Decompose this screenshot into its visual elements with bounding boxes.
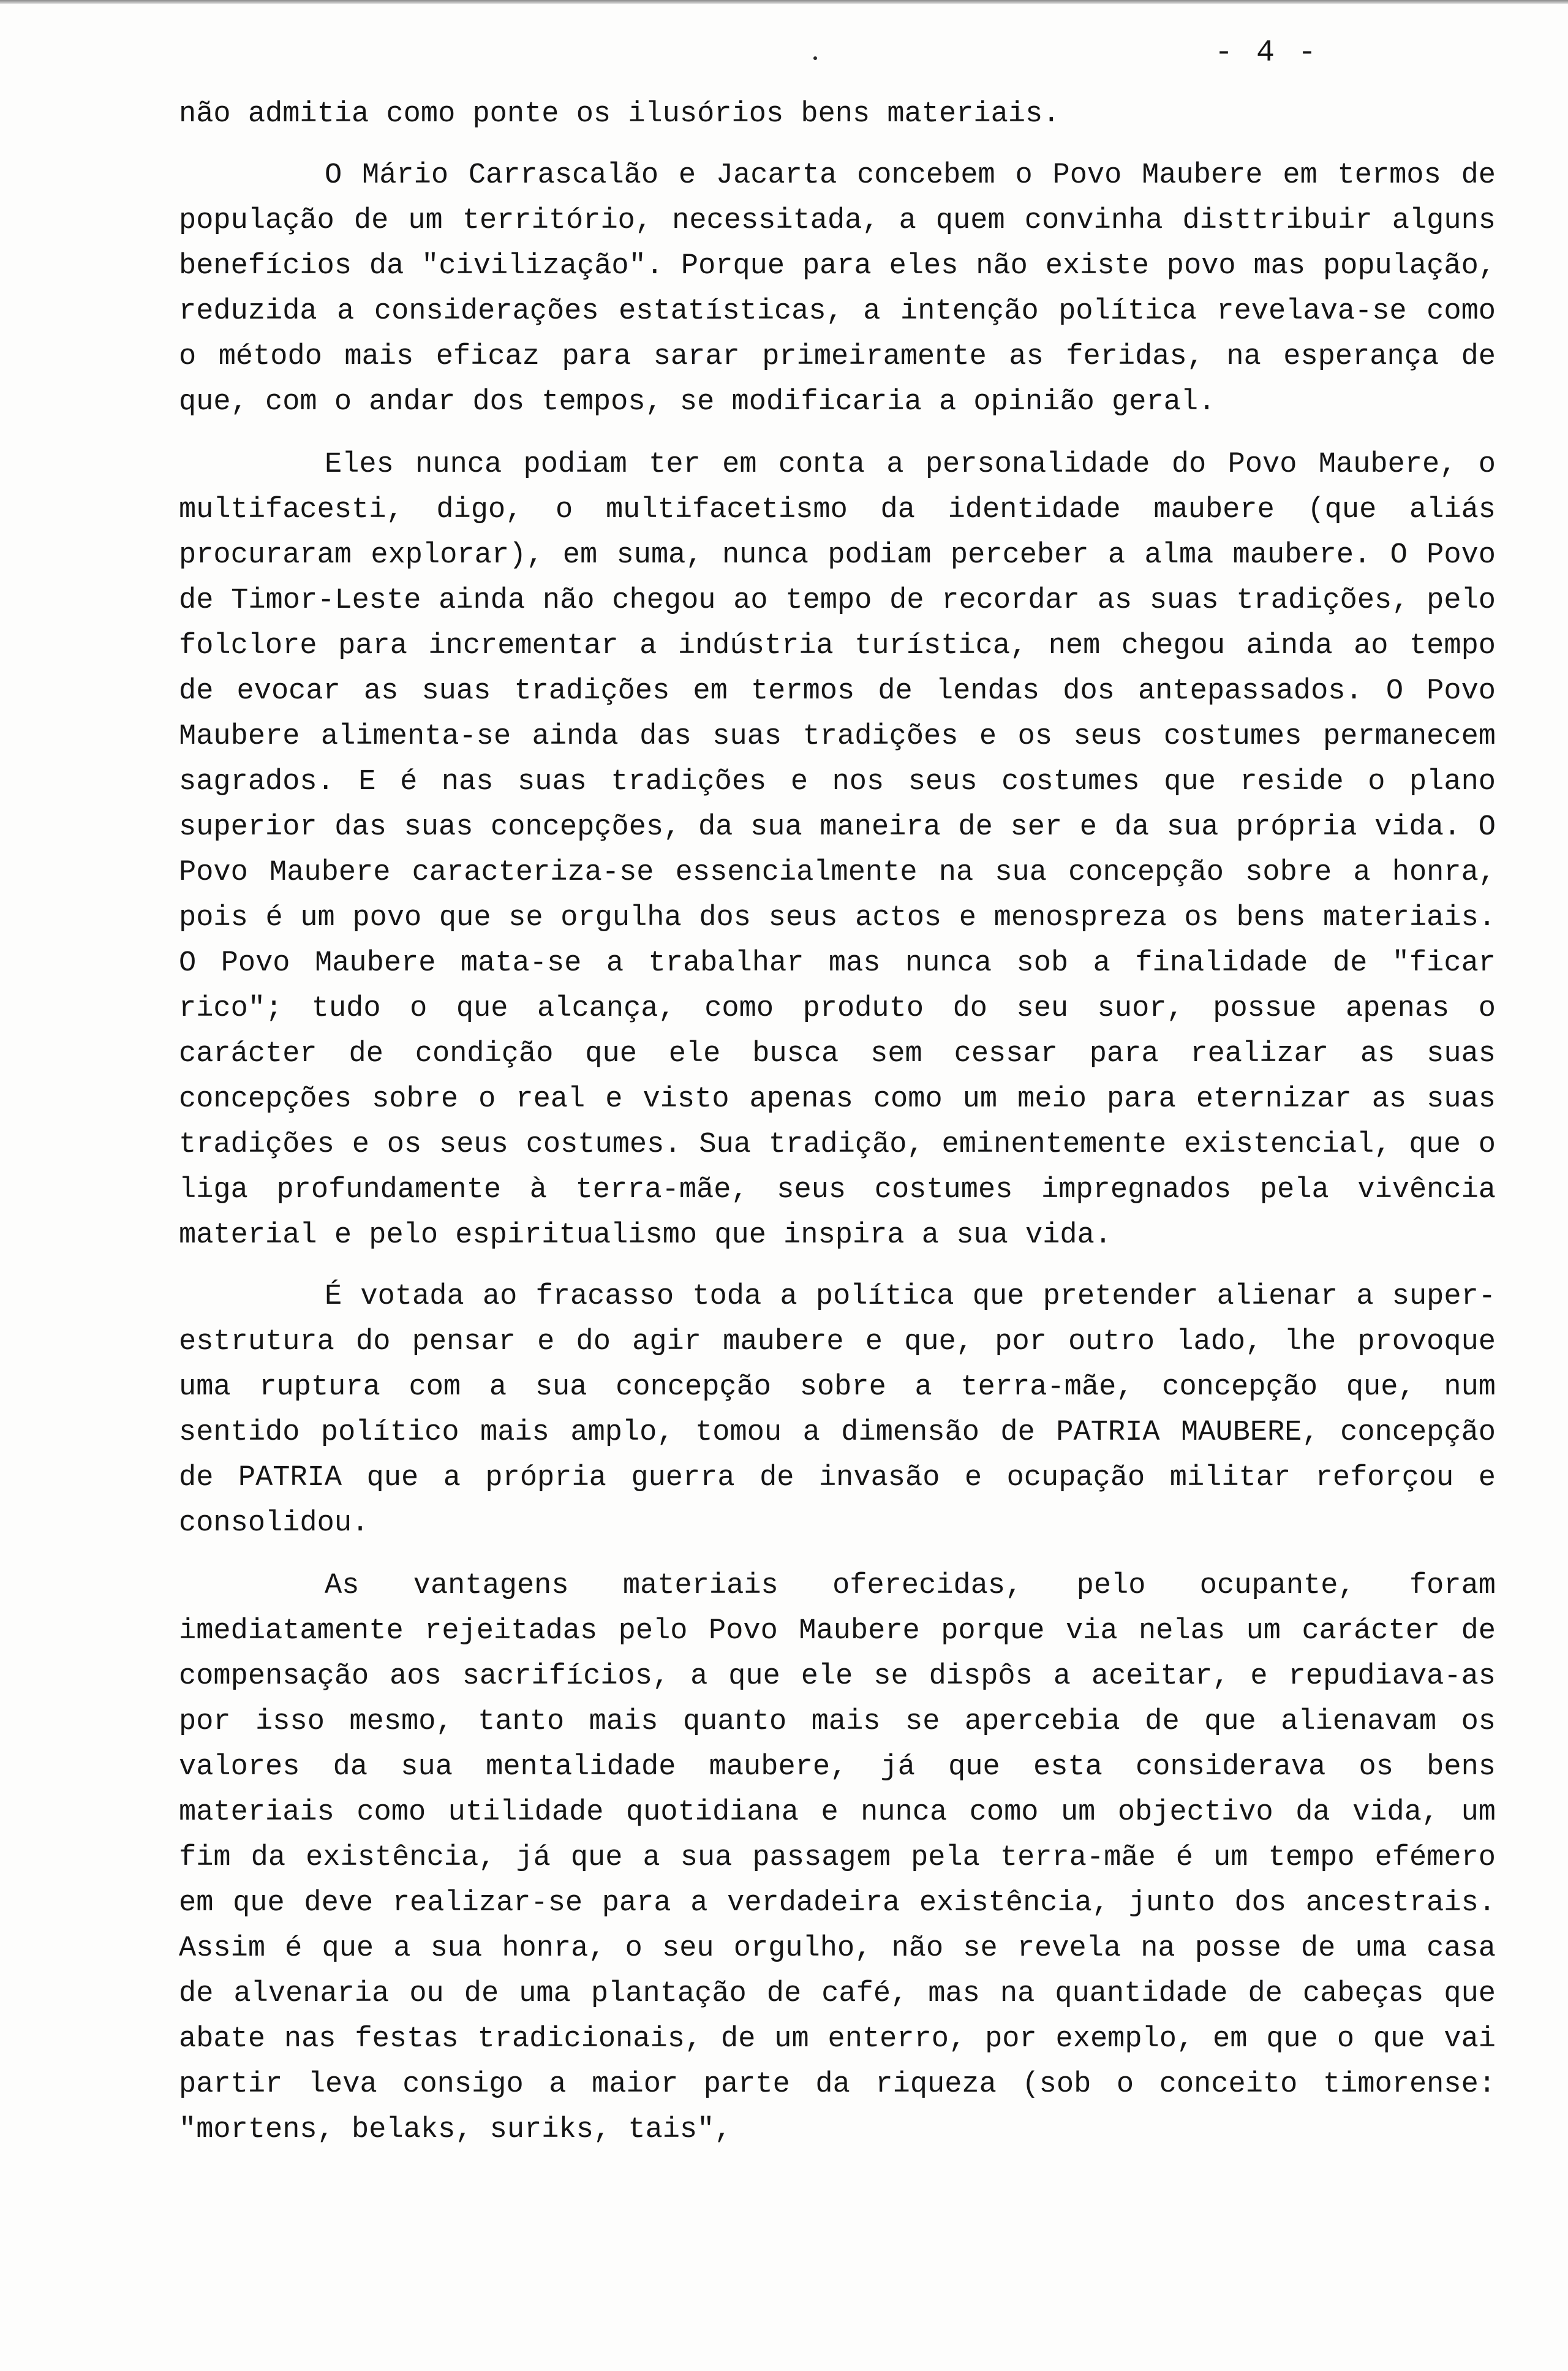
paragraph-continuation: não admitia como ponte os ilusórios bens materiais. bbox=[179, 98, 1060, 130]
paragraph-patria-maubere: É votada ao fracasso toda a política que pretender alienar a super-estrutura do pensar e do agir maubere e que, por outro lado, lhe provoque uma ruptura com a sua concepção sobre a terra-mãe, concepção que, num sentido político mais amplo, tomou a dimensão de PATRIA MAUBERE, concepção de PATRIA que a própria guerra de invasão e ocupação militar reforçou e consolidou. bbox=[179, 1280, 1496, 1540]
paragraph-carrascalao-jacarta: O Mário Carrascalão e Jacarta concebem o Povo Maubere em termos de população de um território, necessitada, a quem convinha disttribuir alguns benefícios da "civilização". Porque para eles não existe povo mas população, reduzida a considerações estatísticas, a intenção política revelava-se como o método mais eficaz para sarar primeiramente as feridas, na esperança de que, com o andar dos tempos, se modificaria a opinião geral. bbox=[179, 159, 1496, 418]
paragraph-material-advantages: As vantagens materiais oferecidas, pelo ocupante, foram imediatamente rejeitadas pelo Povo Maubere porque via nelas um carácter de compensação aos sacrifícios, a que ele se dispôs a aceitar, e repudiava-as por isso mesmo, tanto mais quanto mais se apercebia de que alienavam os valores da sua mentalidade maubere, já que esta considerava os bens materiais como utilidade quotidiana e nunca como um objectivo da vida, um fim da existência, já que a sua passagem pela terra-mãe é um tempo efémero em que deve realizar-se para a verdadeira existência, junto dos ancestrais. Assim é que a sua honra, o seu orgulho, não se revela na posse de uma casa de alvenaria ou de uma plantação de café, mas na quantidade de cabeças que abate nas festas tradicionais, de um enterro, por exemplo, em que o que vai partir leva consigo a maior parte da riqueza (sob o conceito timorense: "mortens, belaks, suriks, tais", bbox=[179, 1570, 1496, 2146]
scan-speck bbox=[813, 56, 817, 60]
document-body bbox=[179, 92, 1496, 2153]
page-number: - 4 - bbox=[1214, 36, 1319, 70]
paragraph-maubere-identity: Eles nunca podiam ter em conta a personalidade do Povo Maubere, o multifacesti, digo, o multifacetismo da identidade maubere (que aliás procuraram explorar), em suma, nunca podiam perceber a alma maubere. O Povo de Timor-Leste ainda não chegou ao tempo de recordar as suas tradições, pelo folclore para incrementar a indústria turística, nem chegou ainda ao tempo de evocar as suas tradições em termos de lendas dos antepassados. O Povo Maubere alimenta-se ainda das suas tradições e os seus costumes permanecem sagrados. E é nas suas tradições e nos seus costumes que reside o plano superior das suas concepções, da sua maneira de ser e da sua própria vida. O Povo Maubere caracteriza-se essencialmente na sua concepção sobre a honra, pois é um povo que se orgulha dos seus actos e menospreza os bens materiais. O Povo Maubere mata-se a trabalhar mas nunca sob a finalidade de "ficar rico"; tudo o que alcança, como produto do seu suor, possue apenas o carácter de condição que ele busca sem cessar para realizar as suas concepções sobre o real e visto apenas como um meio para eternizar as suas tradições e os seus costumes. Sua tradição, eminentemente existencial, que o liga profundamente à terra-mãe, seus costumes impregnados pela vivência material e pelo espiritualismo que inspira a sua vida. bbox=[179, 448, 1496, 1252]
scan-top-edge bbox=[0, 0, 1568, 4]
